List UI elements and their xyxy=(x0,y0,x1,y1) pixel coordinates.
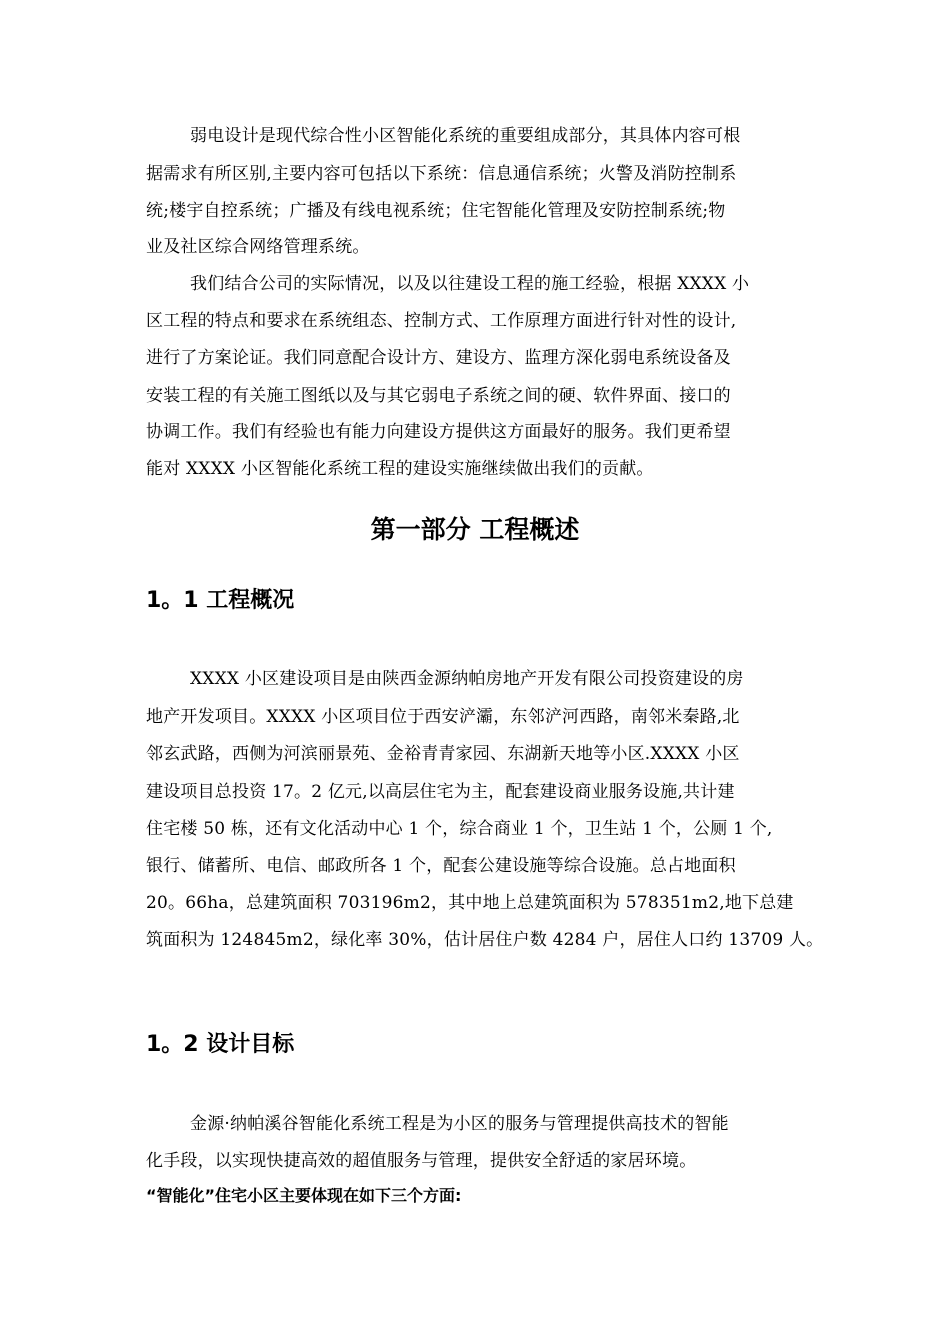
section-1-1-line-1: XXXX 小区建设项目是由陕西金源纳帕房地产开发有限公司投资建设的房 xyxy=(190,669,744,689)
intro-p1-line-3: 统;楼宇自控系统；广播及有线电视系统；住宅智能化管理及安防控制系统;物 xyxy=(146,201,726,221)
section-1-1-line-4: 建设项目总投资 17。2 亿元,以高层住宅为主，配套建设商业服务设施,共计建 xyxy=(146,782,735,802)
section-1-1-line-6: 银行、储蓄所、电信、邮政所各 1 个，配套公建设施等综合设施。总占地面积 xyxy=(146,856,736,876)
section-1-2-bold-line: “智能化”住宅小区主要体现在如下三个方面: xyxy=(146,1186,462,1205)
section-1-2-line-2: 化手段，以实现快捷高效的超值服务与管理，提供安全舒适的家居环境。 xyxy=(146,1151,697,1171)
section-1-2-line-1: 金源·纳帕溪谷智能化系统工程是为小区的服务与管理提供高技术的智能 xyxy=(190,1114,729,1134)
intro-p2-line-3: 进行了方案论证。我们同意配合设计方、建设方、监理方深化弱电系统设备及 xyxy=(146,348,731,368)
section-1-1-heading: 1。1 工程概况 xyxy=(146,588,295,613)
section-1-1-line-7: 20。66ha，总建筑面积 703196m2，其中地上总建筑面积为 578351m2,地下总建 xyxy=(146,893,794,913)
intro-p1-line-2: 据需求有所区别,主要内容可包括以下系统：信息通信系统；火警及消防控制系 xyxy=(146,164,737,184)
section-1-1-line-5: 住宅楼 50 栋，还有文化活动中心 1 个，综合商业 1 个，卫生站 1 个，公厕 1 个, xyxy=(146,819,773,839)
intro-p2-line-4: 安装工程的有关施工图纸以及与其它弱电子系统之间的硬、软件界面、接口的 xyxy=(146,386,731,406)
section-1-1-line-8: 筑面积为 124845m2，绿化率 30%，估计居住户数 4284 户，居住人口约 13709 人。 xyxy=(146,930,824,950)
intro-p2-line-6: 能对 XXXX 小区智能化系统工程的建设实施继续做出我们的贡献。 xyxy=(146,459,654,479)
part-title: 第一部分 工程概述 xyxy=(370,515,580,544)
intro-p2-line-2: 区工程的特点和要求在系统组态、控制方式、工作原理方面进行针对性的设计, xyxy=(146,311,737,331)
section-1-1-line-2: 地产开发项目。XXXX 小区项目位于西安浐灞，东邻浐河西路，南邻米秦路,北 xyxy=(146,707,740,727)
intro-p2-line-5: 协调工作。我们有经验也有能力向建设方提供这方面最好的服务。我们更希望 xyxy=(146,422,731,442)
section-1-1-line-3: 邻玄武路，西侧为河滨丽景苑、金裕青青家园、东湖新天地等小区.XXXX 小区 xyxy=(146,744,740,764)
intro-p1-line-1: 弱电设计是现代综合性小区智能化系统的重要组成部分，其具体内容可根 xyxy=(190,126,741,146)
intro-p2-line-1: 我们结合公司的实际情况，以及以往建设工程的施工经验，根据 XXXX 小 xyxy=(190,274,750,294)
intro-p1-line-4: 业及社区综合网络管理系统。 xyxy=(146,237,370,257)
section-1-2-heading: 1。2 设计目标 xyxy=(146,1032,295,1057)
